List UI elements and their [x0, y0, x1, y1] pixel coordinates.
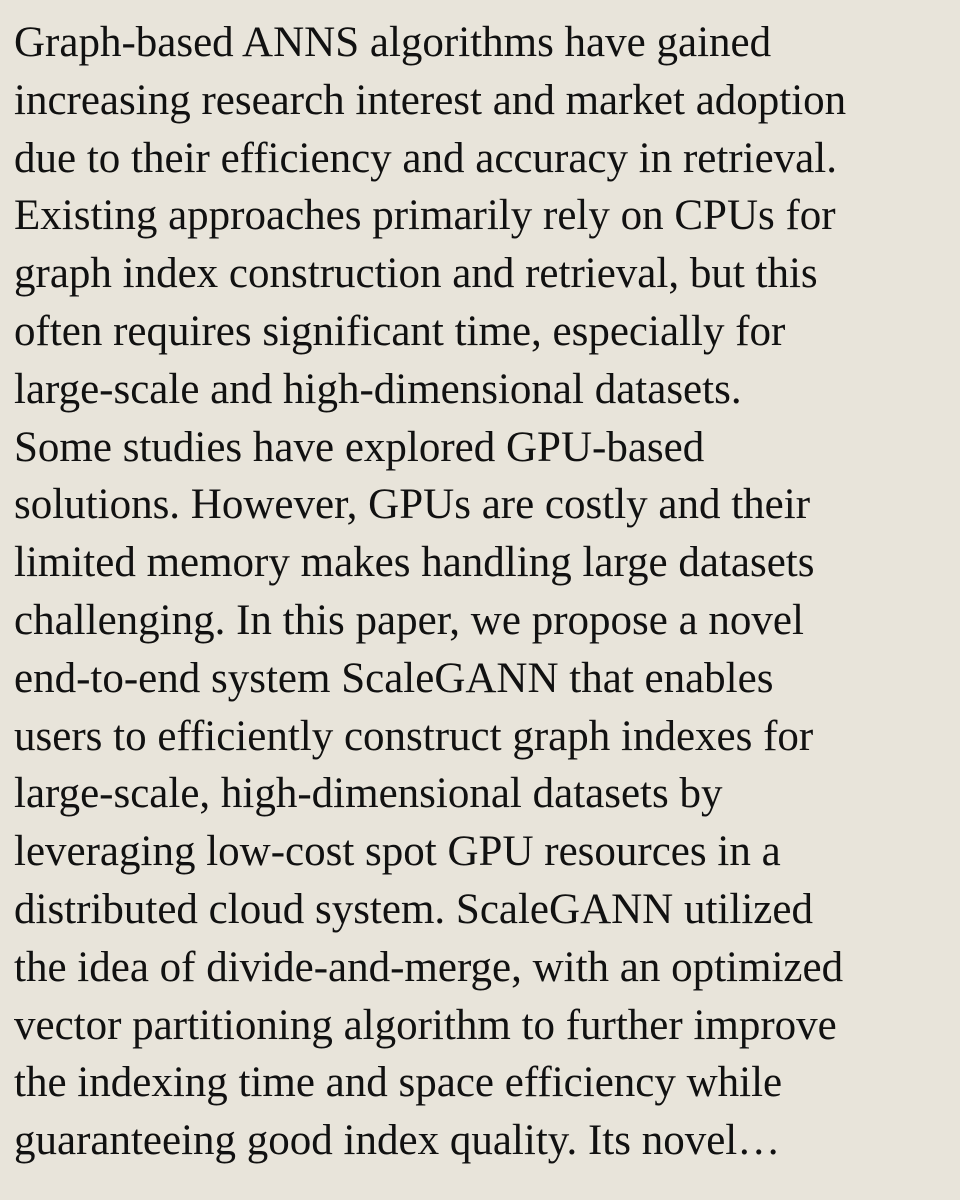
text-line: graph index construction and retrieval, but this — [14, 250, 818, 298]
text-line: large-scale, high-dimensional datasets by — [14, 770, 723, 818]
text-line: Existing approaches primarily rely on CPUs for — [14, 192, 836, 240]
text-line: large-scale and high-dimensional datasets. — [14, 365, 742, 413]
text-line: users to efficiently construct graph indexes for — [14, 712, 814, 760]
text-line: increasing research interest and market adoption — [14, 76, 847, 124]
text-line: limited memory makes handling large datasets — [14, 539, 815, 587]
text-line: vector partitioning algorithm to further improve — [14, 1001, 837, 1049]
text-line: leveraging low-cost spot GPU resources in a — [14, 828, 781, 876]
text-line: distributed cloud system. ScaleGANN utilized — [14, 885, 813, 933]
text-line: the indexing time and space efficiency while — [14, 1059, 783, 1107]
text-line: end-to-end system ScaleGANN that enables — [14, 654, 774, 702]
abstract-paragraph — [14, 14, 948, 1170]
text-line: the idea of divide-and-merge, with an optimized — [14, 943, 844, 991]
text-line: challenging. In this paper, we propose a novel — [14, 596, 804, 644]
text-line: due to their efficiency and accuracy in retrieval. — [14, 134, 837, 182]
text-line: often requires significant time, especially for — [14, 307, 786, 355]
text-line: Some studies have explored GPU-based — [14, 423, 705, 471]
text-line: solutions. However, GPUs are costly and their — [14, 481, 811, 529]
text-line: Graph-based ANNS algorithms have gained — [14, 19, 772, 66]
text-line: guaranteeing good index quality. Its novel… — [14, 1117, 781, 1165]
